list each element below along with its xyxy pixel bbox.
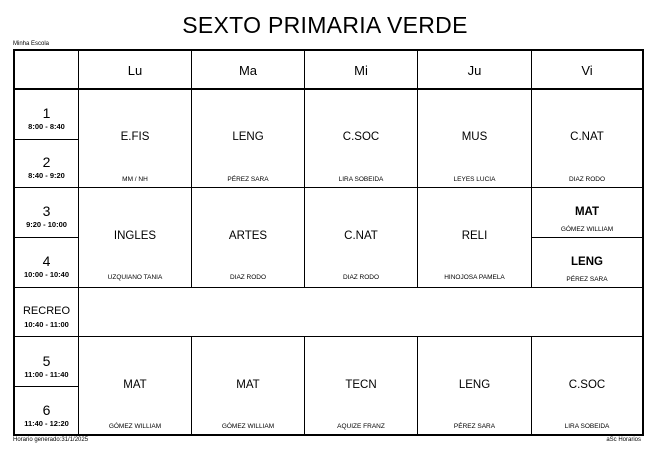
period-1 [15,105,78,132]
school-name: Minha Escola [13,41,50,47]
day-header-mi: Mi [354,62,368,78]
lesson-cell[interactable] [532,337,642,434]
lesson-subject: LENG [458,379,491,391]
lesson-teacher: DIAZ RODO [229,274,267,281]
lesson-teacher: MM / NH [122,176,148,183]
period-3 [15,203,78,230]
lesson-subject: C.NAT [570,131,604,143]
lesson-cell[interactable] [79,90,191,187]
lesson-subject: MAT [574,206,600,218]
lesson-teacher: LEYES LUCIA [453,176,496,183]
lesson-teacher: GÓMEZ WILLIAM [560,226,614,233]
period-number: 1 [42,105,51,121]
period-number: 6 [42,402,51,418]
lesson-subject: C.SOC [568,379,606,391]
row-divider [15,287,642,288]
period-divider [15,386,78,387]
lesson-teacher: LIRA SOBEIDA [338,176,384,183]
lesson-cell[interactable] [305,90,417,187]
period-time: 11:40 - 12:20 [24,419,69,428]
period-time: 10:00 - 10:40 [23,270,70,279]
lesson-cell[interactable] [305,337,417,434]
timetable-grid [13,49,644,436]
lesson-teacher: PÉREZ SARA [227,176,269,183]
lesson-teacher: GÓMEZ WILLIAM [221,423,275,430]
lesson-subject: E.FIS [120,131,150,143]
period-4 [15,253,78,280]
lesson-teacher: DIAZ RODO [568,176,606,183]
app-credit: aSc Horarios [606,437,641,443]
lesson-teacher: GÓMEZ WILLIAM [108,423,162,430]
period-6 [15,402,78,429]
lesson-cell[interactable] [532,90,642,187]
period-2 [15,154,78,181]
lesson-cell[interactable] [418,90,531,187]
day-header-ju: Ju [467,62,482,78]
lesson-subject: MAT [236,379,260,391]
lesson-teacher: PÉREZ SARA [566,276,608,283]
lesson-subject: C.NAT [344,230,378,242]
period-time: 11:00 - 11:40 [24,370,69,379]
lesson-subject: INGLES [113,230,157,242]
period-number: 4 [42,253,51,269]
page-title: SEXTO PRIMARIA VERDE [182,12,468,38]
lesson-cell[interactable] [79,188,191,287]
lesson-subject: MUS [461,131,488,143]
lesson-teacher: UZQUIANO TANIA [107,274,163,281]
lesson-subject: LENG [232,131,264,143]
period-time: 8:00 - 8:40 [28,122,65,131]
lesson-cell[interactable] [418,337,531,434]
lesson-subject: RELI [461,230,488,242]
lesson-teacher: DIAZ RODO [342,274,380,281]
lesson-cell[interactable] [192,90,304,187]
recreo-time: 10:40 - 11:00 [24,320,69,329]
day-header-lu: Lu [127,62,143,78]
lesson-cell[interactable] [532,188,642,237]
lesson-teacher: HINOJOSA PAMELA [444,274,505,281]
lesson-cell[interactable] [305,188,417,287]
lesson-subject: C.SOC [342,131,380,143]
period-number: 2 [42,154,51,170]
period-number: 5 [42,353,51,369]
period-5 [15,353,78,380]
period-time: 9:20 - 10:00 [26,220,67,229]
day-header-ma: Ma [238,62,258,78]
lesson-subject: ARTES [228,230,268,242]
lesson-subject: MAT [123,379,147,391]
lesson-cell[interactable] [192,188,304,287]
lesson-subject: TECN [345,379,377,391]
recreo-label [15,305,78,329]
lesson-cell[interactable] [192,337,304,434]
lesson-teacher: AQUIZE FRANZ [337,423,385,430]
period-divider [15,139,78,140]
period-divider [15,237,78,238]
lesson-teacher: PÉREZ SARA [453,423,496,430]
generated-date: Horario generado:31/1/2025 [13,437,89,443]
lesson-teacher: LIRA SOBEIDA [564,423,610,430]
day-header-vi: Vi [581,62,593,78]
lesson-subject: LENG [571,256,603,268]
period-number: 3 [42,203,51,219]
period-time: 8:40 - 9:20 [28,171,65,180]
lesson-cell[interactable] [79,337,191,434]
lesson-cell[interactable] [532,238,642,287]
recreo-text: RECREO [22,305,71,317]
lesson-cell[interactable] [418,188,531,287]
